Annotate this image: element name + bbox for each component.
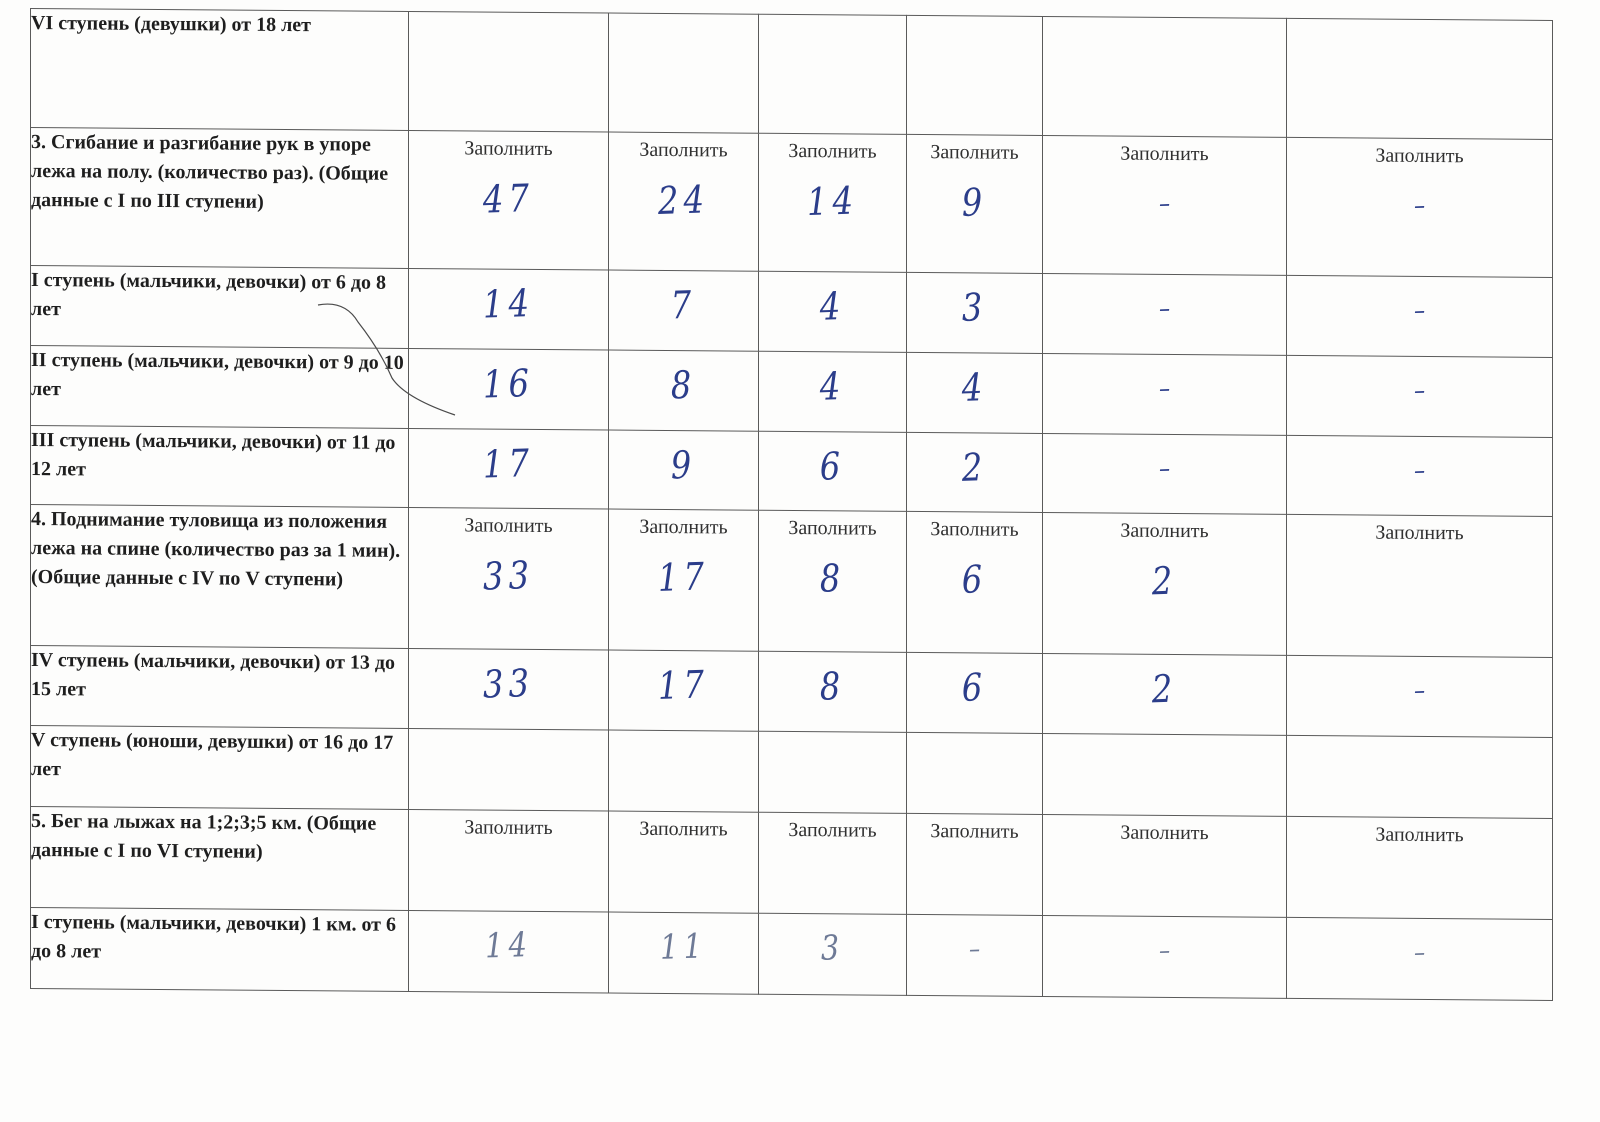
- fill-prompt: Заполнить: [1375, 823, 1464, 847]
- handwritten-value: [917, 746, 1032, 750]
- table-row: [31, 266, 1553, 358]
- handwritten-value: [1307, 861, 1532, 868]
- row-label: V ступень (юноши, девушки) от 16 до 17 лет: [31, 726, 409, 810]
- table-row: [31, 426, 1553, 517]
- value-cell: [907, 511, 1043, 653]
- handwritten-value: 33: [482, 660, 535, 707]
- value-cell: [609, 912, 759, 994]
- value-cell: [1287, 917, 1553, 1000]
- fill-prompt: Заполнить: [1120, 142, 1209, 166]
- value-cell: [1043, 273, 1287, 355]
- section-heading: 4. Поднимание туловища из положения лежа на спине (количество раз за 1 мин). (Общие данные с IV по V ступени): [31, 505, 409, 649]
- value-cell: [759, 14, 907, 134]
- handwritten-value: [620, 857, 747, 861]
- handwritten-value: –: [1413, 295, 1426, 327]
- value-cell: [1287, 735, 1553, 818]
- handwritten-value: 2: [961, 445, 988, 490]
- value-cell: [1287, 435, 1553, 516]
- table-row: [31, 646, 1553, 738]
- fill-prompt: Заполнить: [639, 515, 728, 539]
- handwritten-value: 6: [961, 665, 988, 710]
- fill-prompt: Заполнить: [1120, 821, 1209, 845]
- table-row: [31, 807, 1553, 920]
- table-row: [31, 346, 1553, 438]
- value-cell: [1287, 514, 1553, 657]
- handwritten-value: 7: [670, 282, 697, 328]
- fill-prompt: Заполнить: [464, 137, 553, 161]
- handwritten-value: 9: [670, 442, 697, 488]
- handwritten-value: [1307, 559, 1532, 566]
- value-cell: [1287, 355, 1553, 437]
- handwritten-value: 24: [657, 177, 710, 223]
- handwritten-value: –: [1158, 935, 1171, 967]
- value-cell: [1043, 915, 1287, 998]
- value-cell: [907, 652, 1043, 733]
- handwritten-value: 47: [482, 175, 535, 222]
- handwritten-value: –: [1413, 675, 1426, 707]
- value-cell: [759, 431, 907, 511]
- fill-prompt: Заполнить: [930, 141, 1019, 164]
- handwritten-value: 2: [1151, 666, 1178, 712]
- handwritten-value: 2: [1151, 558, 1178, 604]
- value-cell: [759, 351, 907, 432]
- fill-prompt: Заполнить: [930, 820, 1019, 843]
- handwritten-value: [770, 27, 895, 31]
- value-cell: [609, 430, 759, 510]
- value-cell: [1287, 275, 1553, 357]
- handwritten-value: 9: [961, 180, 988, 225]
- handwritten-value: [1307, 30, 1532, 37]
- fill-prompt: Заполнить: [639, 817, 728, 841]
- handwritten-value: 4: [819, 283, 846, 329]
- value-cell: [907, 134, 1043, 273]
- handwritten-value: –: [968, 934, 981, 965]
- handwritten-value: 14: [806, 178, 859, 225]
- handwritten-value: 17: [482, 440, 535, 487]
- value-cell: [759, 510, 907, 652]
- handwritten-value: 8: [819, 663, 846, 709]
- value-cell: [1043, 733, 1287, 816]
- section-heading: 3. Сгибание и разгибание рук в упоре лежа на полу. (количество раз). (Общие данные с I по III ступени): [31, 128, 409, 269]
- fill-prompt: Заполнить: [930, 518, 1019, 541]
- row-label: VI ступень (девушки) от 18 лет: [31, 9, 409, 131]
- value-cell: [907, 432, 1043, 512]
- table-row: [31, 726, 1553, 819]
- handwritten-value: [1061, 859, 1267, 866]
- value-cell: [1043, 814, 1287, 917]
- value-cell: [907, 15, 1043, 135]
- handwritten-value: –: [1413, 937, 1426, 969]
- handwritten-value: [424, 855, 593, 861]
- row-label: IV ступень (мальчики, девочки) от 13 до 15 лет: [31, 646, 409, 729]
- row-label: II ступень (мальчики, девочки) от 9 до 10 лет: [31, 346, 409, 429]
- handwritten-value: –: [1413, 455, 1426, 487]
- fill-prompt: Заполнить: [1120, 519, 1209, 543]
- value-cell: [1287, 137, 1553, 277]
- fill-prompt: Заполнить: [788, 818, 877, 842]
- handwritten-value: 8: [819, 555, 846, 601]
- handwritten-value: 33: [482, 552, 535, 599]
- value-cell: [609, 132, 759, 271]
- handwritten-value: [1061, 745, 1267, 752]
- value-cell: [409, 11, 609, 132]
- value-cell: [609, 350, 759, 431]
- table-row: [31, 908, 1553, 1001]
- handwritten-value: [1061, 28, 1267, 35]
- handwritten-value: 14: [484, 924, 533, 967]
- fill-prompt: Заполнить: [464, 514, 553, 538]
- value-cell: [409, 130, 609, 270]
- value-cell: [907, 914, 1043, 996]
- handwritten-value: –: [1158, 373, 1171, 405]
- handwritten-value: 14: [482, 280, 535, 327]
- table-row: [31, 9, 1553, 140]
- fill-prompt: Заполнить: [639, 138, 728, 162]
- handwritten-value: [770, 858, 895, 862]
- row-label: III ступень (мальчики, девочки) от 11 до 12 лет: [31, 426, 409, 508]
- value-cell: [609, 650, 759, 731]
- value-cell: [759, 651, 907, 732]
- handwritten-value: [620, 743, 747, 747]
- handwritten-value: [917, 29, 1032, 33]
- value-cell: [609, 13, 759, 133]
- handwritten-value: [424, 741, 593, 747]
- value-cell: [1043, 653, 1287, 735]
- handwritten-value: 6: [961, 557, 988, 602]
- value-cell: [409, 648, 609, 730]
- value-cell: [1287, 18, 1553, 139]
- value-cell: [609, 811, 759, 913]
- handwritten-value: 6: [819, 443, 846, 489]
- value-cell: [759, 133, 907, 272]
- value-cell: [759, 812, 907, 914]
- handwritten-value: –: [1158, 188, 1171, 220]
- handwritten-value: 3: [961, 285, 988, 330]
- fill-prompt: Заполнить: [1375, 521, 1464, 545]
- row-label: I ступень (мальчики, девочки) 1 км. от 6 до 8 лет: [31, 908, 409, 992]
- table-body: [31, 9, 1553, 1001]
- handwritten-value: [620, 26, 747, 30]
- value-cell: [759, 271, 907, 352]
- row-label: I ступень (мальчики, девочки) от 6 до 8 лет: [31, 266, 409, 349]
- handwritten-value: –: [1413, 190, 1426, 222]
- handwritten-value: –: [1158, 293, 1171, 325]
- handwritten-value: [770, 744, 895, 748]
- value-cell: [409, 728, 609, 811]
- handwritten-value: 17: [657, 554, 710, 600]
- value-cell: [1043, 353, 1287, 435]
- value-cell: [759, 731, 907, 813]
- handwritten-value: [424, 24, 593, 30]
- handwritten-value: 8: [670, 362, 697, 408]
- handwritten-value: 17: [657, 662, 710, 708]
- value-cell: [907, 352, 1043, 433]
- value-cell: [1287, 816, 1553, 919]
- value-cell: [1287, 655, 1553, 737]
- value-cell: [907, 272, 1043, 353]
- value-cell: [1043, 433, 1287, 514]
- value-cell: [759, 913, 907, 995]
- value-cell: [907, 813, 1043, 915]
- value-cell: [609, 730, 759, 812]
- value-cell: [609, 270, 759, 351]
- handwritten-value: [1307, 747, 1532, 754]
- table-row: [31, 505, 1553, 658]
- handwritten-value: 4: [961, 365, 988, 410]
- value-cell: [409, 348, 609, 430]
- value-cell: [409, 268, 609, 350]
- handwritten-value: –: [1158, 453, 1171, 485]
- handwritten-value: 3: [820, 927, 845, 969]
- value-cell: [1043, 16, 1287, 137]
- value-cell: [409, 507, 609, 650]
- value-cell: [409, 809, 609, 912]
- value-cell: [609, 509, 759, 651]
- table-row: [31, 128, 1553, 278]
- handwritten-value: [917, 860, 1032, 864]
- handwritten-value: 11: [659, 926, 708, 968]
- fill-prompt: Заполнить: [464, 816, 553, 840]
- value-cell: [1043, 135, 1287, 275]
- value-cell: [409, 910, 609, 993]
- handwritten-value: 16: [482, 360, 535, 407]
- value-cell: [409, 428, 609, 509]
- results-table: [30, 8, 1553, 1001]
- value-cell: [907, 732, 1043, 814]
- handwritten-value: –: [1413, 375, 1426, 407]
- fill-prompt: Заполнить: [788, 139, 877, 163]
- fill-prompt: Заполнить: [788, 516, 877, 540]
- section-heading: 5. Бег на лыжах на 1;2;3;5 км. (Общие данные с I по VI ступени): [31, 807, 409, 911]
- handwritten-value: 4: [819, 363, 846, 409]
- fill-prompt: Заполнить: [1375, 144, 1464, 168]
- value-cell: [1043, 512, 1287, 655]
